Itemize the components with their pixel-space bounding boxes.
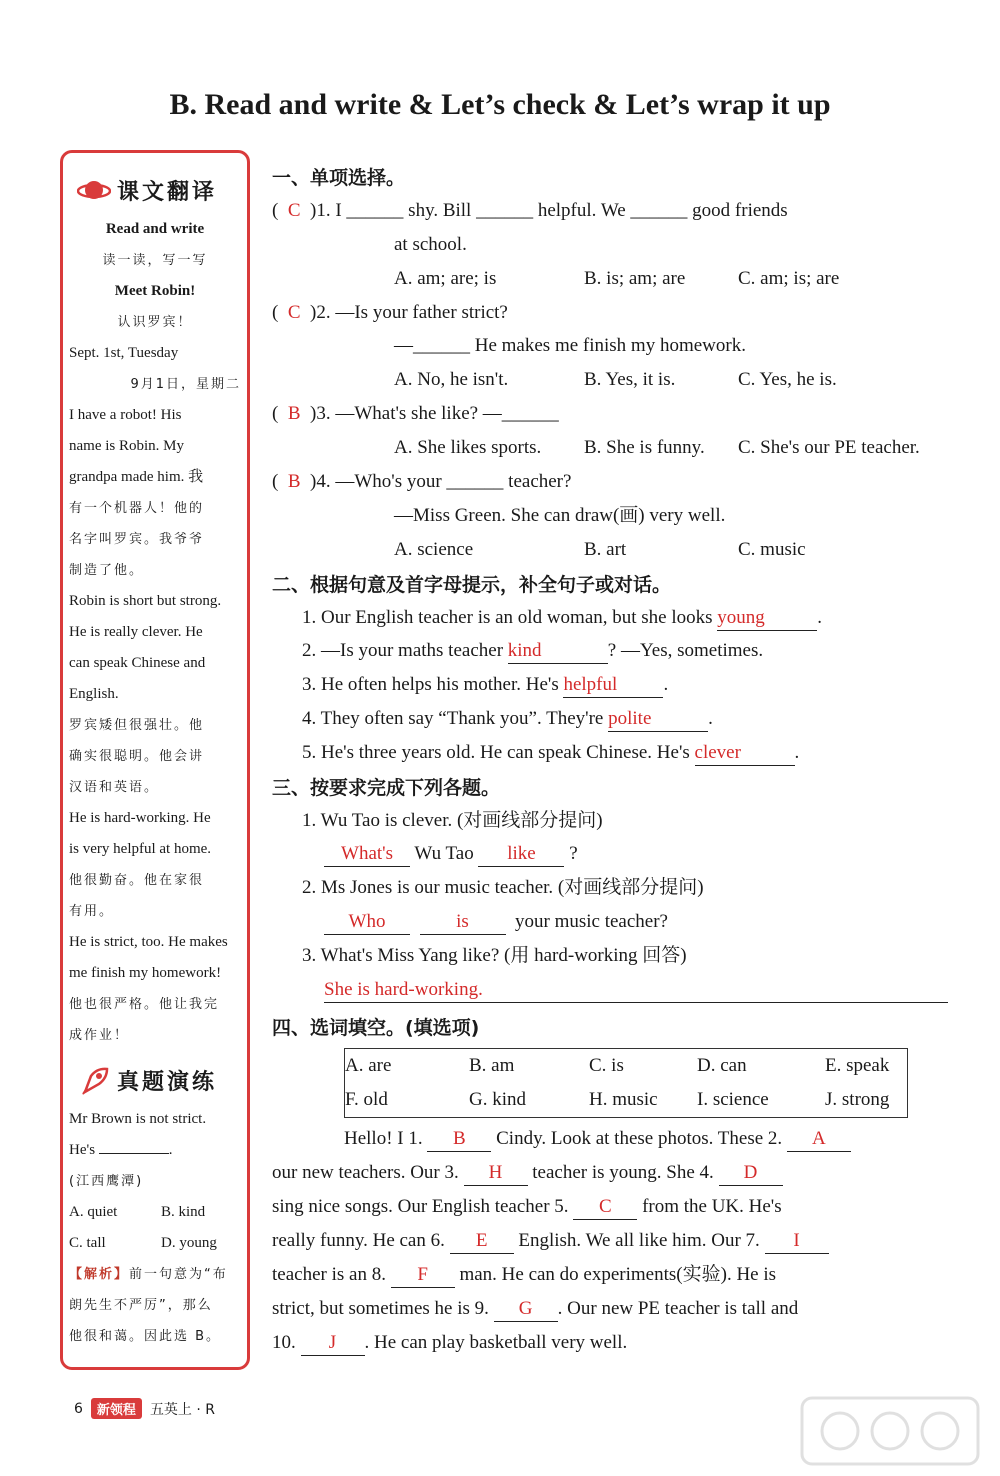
- translation-line: me finish my homework!: [69, 965, 222, 981]
- section-heading-3: 三、按要求完成下列各题。: [272, 776, 501, 799]
- passage-text: Cindy. Look at these photos. These 2.: [496, 1128, 783, 1150]
- translation-line: Read and write: [105, 221, 205, 237]
- rewrite-answer-1: [272, 837, 962, 871]
- analysis-label: 【解析】: [69, 1267, 130, 1282]
- answer-blank: A: [787, 1127, 851, 1152]
- option-c: C. Yes, he is.: [738, 369, 837, 391]
- option-a: A. She likes sports.: [394, 436, 542, 458]
- rewrite-answer-2: [272, 905, 962, 939]
- item-text: .: [817, 606, 823, 628]
- question-stem: )2. —Is your father strict?: [310, 301, 508, 323]
- mc-question-4: ( B )4. —Who's your ______ teacher?: [272, 470, 572, 492]
- question-stem: )4. —Who's your ______ teacher?: [310, 470, 572, 492]
- answer-blank: young: [717, 606, 817, 631]
- watermark-logo: [800, 1396, 980, 1466]
- passage-line: [272, 1122, 952, 1156]
- analysis-line: [63, 1259, 247, 1290]
- answer-blank: clever: [695, 741, 795, 766]
- translation-line: 有一个机器人！他的: [69, 501, 205, 516]
- rocket-icon: [77, 1066, 111, 1096]
- fill-in-item: [272, 736, 962, 770]
- translation-line: 汉语和英语。: [69, 780, 160, 795]
- fill-in-item: [272, 634, 962, 668]
- practice-options-row: [63, 1228, 247, 1259]
- page-title: B. Read and write & Let’s check & Let’s wrap it up: [169, 88, 831, 121]
- passage-text: our new teachers. Our 3.: [272, 1162, 459, 1184]
- word-bank-row: [345, 1049, 907, 1083]
- translation-line: I have a robot! His: [69, 407, 182, 423]
- mc-question-1: ( C )1. I ______ shy. Bill ______ helpful. We ______ good friends: [272, 200, 788, 221]
- translation-line: Meet Robin!: [114, 283, 196, 299]
- translation-line: 有用。: [69, 904, 115, 919]
- word-bank-row: [345, 1083, 907, 1117]
- passage-text: . He can play basketball very well.: [364, 1332, 628, 1354]
- answer-blank: D: [719, 1161, 783, 1186]
- analysis-text: 他很和蔼。因此选 B。: [69, 1329, 222, 1344]
- analysis-text: 前一句意为“布: [129, 1267, 228, 1282]
- translation-line: 确实很聪明。他会讲: [69, 749, 205, 764]
- translation-line: 读一读，写一写: [102, 253, 208, 268]
- rewrite-question-3: 3. What's Miss Yang like? (用 hard-working 回答): [302, 944, 687, 966]
- passage-line: [272, 1292, 952, 1326]
- item-text: ? —Yes, sometimes.: [607, 640, 764, 662]
- fill-in-item: [272, 601, 962, 635]
- options-row: [272, 431, 962, 465]
- answer-blank: polite: [608, 707, 708, 732]
- option: B. kind: [161, 1204, 206, 1220]
- practice-question-text: He's: [69, 1142, 96, 1158]
- answer-blank: I: [765, 1229, 829, 1254]
- translation-line: English.: [69, 686, 119, 702]
- passage-text: teacher is young. She 4.: [532, 1162, 714, 1184]
- answer-blank: B: [427, 1127, 491, 1152]
- option: D. young: [161, 1235, 217, 1251]
- translation-line: 罗宾矮但很强壮。他: [69, 718, 205, 733]
- fill-in-item: [272, 702, 962, 736]
- fill-in-list: [272, 601, 962, 770]
- answer-text: ?: [569, 843, 578, 865]
- item-text: 3. He often helps his mother. He's: [302, 674, 559, 696]
- word-option: G. kind: [469, 1089, 526, 1111]
- passage-text: strict, but sometimes he is 9.: [272, 1298, 489, 1320]
- practice-options-row: [63, 1197, 247, 1228]
- translation-text: [63, 214, 247, 1051]
- item-text: .: [663, 674, 669, 696]
- answer-blank: [99, 1139, 169, 1154]
- answer-blank: What's: [324, 842, 410, 867]
- answer-blank: E: [450, 1229, 514, 1254]
- passage-line: [272, 1156, 952, 1190]
- option-b: B. art: [584, 538, 627, 560]
- translation-line: 他也很严格。他让我完: [69, 997, 220, 1012]
- page-number: 6: [74, 1400, 83, 1417]
- item-text: .: [794, 741, 800, 763]
- fill-in-item: [272, 668, 962, 702]
- answer: C: [287, 301, 301, 323]
- brand-badge: 新领程: [91, 1398, 142, 1419]
- word-option: D. can: [697, 1055, 747, 1077]
- answer-blank: H: [464, 1161, 528, 1186]
- option-a: A. am; are; is: [394, 267, 497, 289]
- section-heading-4: 四、选词填空。(填选项): [272, 1017, 480, 1040]
- word-option: A. are: [345, 1055, 392, 1077]
- word-option: B. am: [469, 1055, 515, 1077]
- sidebar-heading-translation: [77, 175, 247, 206]
- answer-blank: F: [391, 1263, 455, 1288]
- book-label: 五英上 · R: [149, 1401, 216, 1418]
- options-row: [272, 363, 962, 397]
- word-option: F. old: [345, 1089, 388, 1111]
- passage-text: English. We all like him. Our 7.: [518, 1230, 760, 1252]
- passage-text: man. He can do experiments(实验). He is: [459, 1264, 777, 1286]
- translation-sidebar: [60, 150, 250, 1370]
- mc-question-2: ( C )2. —Is your father strict?: [272, 301, 508, 323]
- passage-line: [272, 1190, 952, 1224]
- planet-icon: [77, 176, 111, 206]
- page-footer: [74, 1398, 215, 1419]
- translation-line: 成作业！: [69, 1028, 130, 1043]
- option-a: A. science: [394, 538, 474, 560]
- translation-line: name is Robin. My: [69, 438, 184, 454]
- option-a: A. No, he isn't.: [394, 369, 509, 391]
- passage-text: teacher is an 8.: [272, 1264, 386, 1286]
- answer: C: [287, 200, 301, 221]
- translation-line: is very helpful at home.: [69, 841, 212, 857]
- option-c: C. She's our PE teacher.: [738, 436, 920, 458]
- item-text: 5. He's three years old. He can speak Chinese. He's: [302, 741, 690, 763]
- question-stem-cont: —______ He makes me finish my homework.: [394, 335, 746, 357]
- section-heading-2: 二、根据句意及首字母提示，补全句子或对话。: [272, 573, 672, 596]
- practice-question: Mr Brown is not strict.: [69, 1111, 207, 1127]
- item-text: .: [708, 707, 713, 729]
- passage-text: . Our new PE teacher is tall and: [557, 1298, 799, 1320]
- answer-text: Wu Tao: [414, 843, 474, 865]
- question-stem: )3. —What's she like? —______: [310, 403, 559, 425]
- answer-blank: is: [420, 910, 506, 935]
- cloze-passage: [272, 1122, 952, 1360]
- exercise-area: [272, 160, 962, 1360]
- word-option: J. strong: [825, 1089, 890, 1111]
- options-row: [272, 262, 962, 296]
- rewrite-question-2: 2. Ms Jones is our music teacher. (对画线部分提问): [302, 877, 704, 899]
- answer-blank: like: [478, 842, 564, 867]
- option-c: C. am; is; are: [738, 267, 840, 289]
- option-c: C. music: [738, 538, 806, 560]
- question-stem: )1. I ______ shy. Bill ______ helpful. We ______ good friends: [310, 200, 788, 221]
- translation-line: 制造了他。: [69, 563, 145, 578]
- item-text: 2. —Is your maths teacher: [302, 640, 504, 662]
- word-bank: [344, 1048, 908, 1118]
- answer-blank: She is hard-working.: [324, 978, 948, 1003]
- answer-blank: G: [494, 1297, 558, 1322]
- translation-line: He is strict, too. He makes: [69, 934, 228, 950]
- practice-question-blank: He's .: [63, 1135, 247, 1166]
- passage-line: [272, 1258, 952, 1292]
- passage-text: 10.: [272, 1332, 296, 1354]
- rewrite-answer-3: [272, 973, 962, 1007]
- translation-line: He is hard-working. He: [69, 810, 211, 826]
- option-b: B. is; am; are: [584, 267, 686, 289]
- passage-line: [272, 1224, 952, 1258]
- item-text: 1. Our English teacher is an old woman, but she looks: [302, 606, 713, 628]
- translation-line: Robin is short but strong.: [69, 593, 222, 609]
- item-text: 4. They often say “Thank you”. They're: [302, 707, 604, 729]
- translation-line: grandpa made him. 我: [69, 469, 204, 485]
- answer-text: your music teacher?: [515, 910, 668, 932]
- passage-text: sing nice songs. Our English teacher 5.: [272, 1196, 569, 1218]
- sidebar-heading-practice: [77, 1065, 247, 1096]
- answer-blank: kind: [508, 639, 608, 664]
- option: A. quiet: [69, 1204, 118, 1220]
- option: C. tall: [69, 1235, 106, 1251]
- translation-line: 9月1日，星期二: [130, 377, 241, 392]
- passage-text: from the UK. He's: [642, 1196, 782, 1218]
- mc-question-3: ( B )3. —What's she like? —______: [272, 403, 559, 425]
- passage-text: Hello! I 1.: [344, 1128, 423, 1150]
- sidebar-heading-text: 课文翻译: [117, 180, 218, 205]
- word-option: I. science: [697, 1089, 769, 1111]
- question-stem-cont: —Miss Green. She can draw(画) very well.: [394, 504, 726, 526]
- passage-text: really funny. He can 6.: [272, 1230, 445, 1252]
- translation-line: He is really clever. He: [69, 624, 203, 640]
- word-option: H. music: [589, 1089, 658, 1111]
- answer: B: [287, 470, 301, 492]
- rewrite-question-1: 1. Wu Tao is clever. (对画线部分提问): [302, 809, 603, 831]
- option-b: B. Yes, it is.: [584, 369, 676, 391]
- word-option: E. speak: [825, 1055, 890, 1077]
- answer-blank: helpful: [563, 673, 663, 698]
- answer-blank: Who: [324, 910, 410, 935]
- translation-line: can speak Chinese and: [69, 655, 206, 671]
- translation-line: Sept. 1st, Tuesday: [69, 345, 179, 361]
- passage-line: [272, 1326, 952, 1360]
- translation-line: 名字叫罗宾。我爷爷: [69, 532, 205, 547]
- translation-line: 认识罗宾！: [117, 315, 193, 330]
- answer: B: [287, 403, 301, 425]
- answer-blank: J: [301, 1331, 365, 1356]
- options-row: [272, 533, 962, 567]
- practice-source: (江西鹰潭): [69, 1174, 144, 1189]
- word-option: C. is: [589, 1055, 624, 1077]
- translation-line: 他很勤奋。他在家很: [69, 873, 205, 888]
- answer-blank: C: [573, 1195, 637, 1220]
- analysis-text: 朗先生不严厉”，那么: [69, 1298, 213, 1313]
- section-heading-1: 一、单项选择。: [272, 167, 406, 189]
- sidebar-heading-text: 真题演练: [117, 1070, 218, 1095]
- option-b: B. She is funny.: [584, 436, 705, 458]
- question-stem-cont: at school.: [394, 233, 467, 255]
